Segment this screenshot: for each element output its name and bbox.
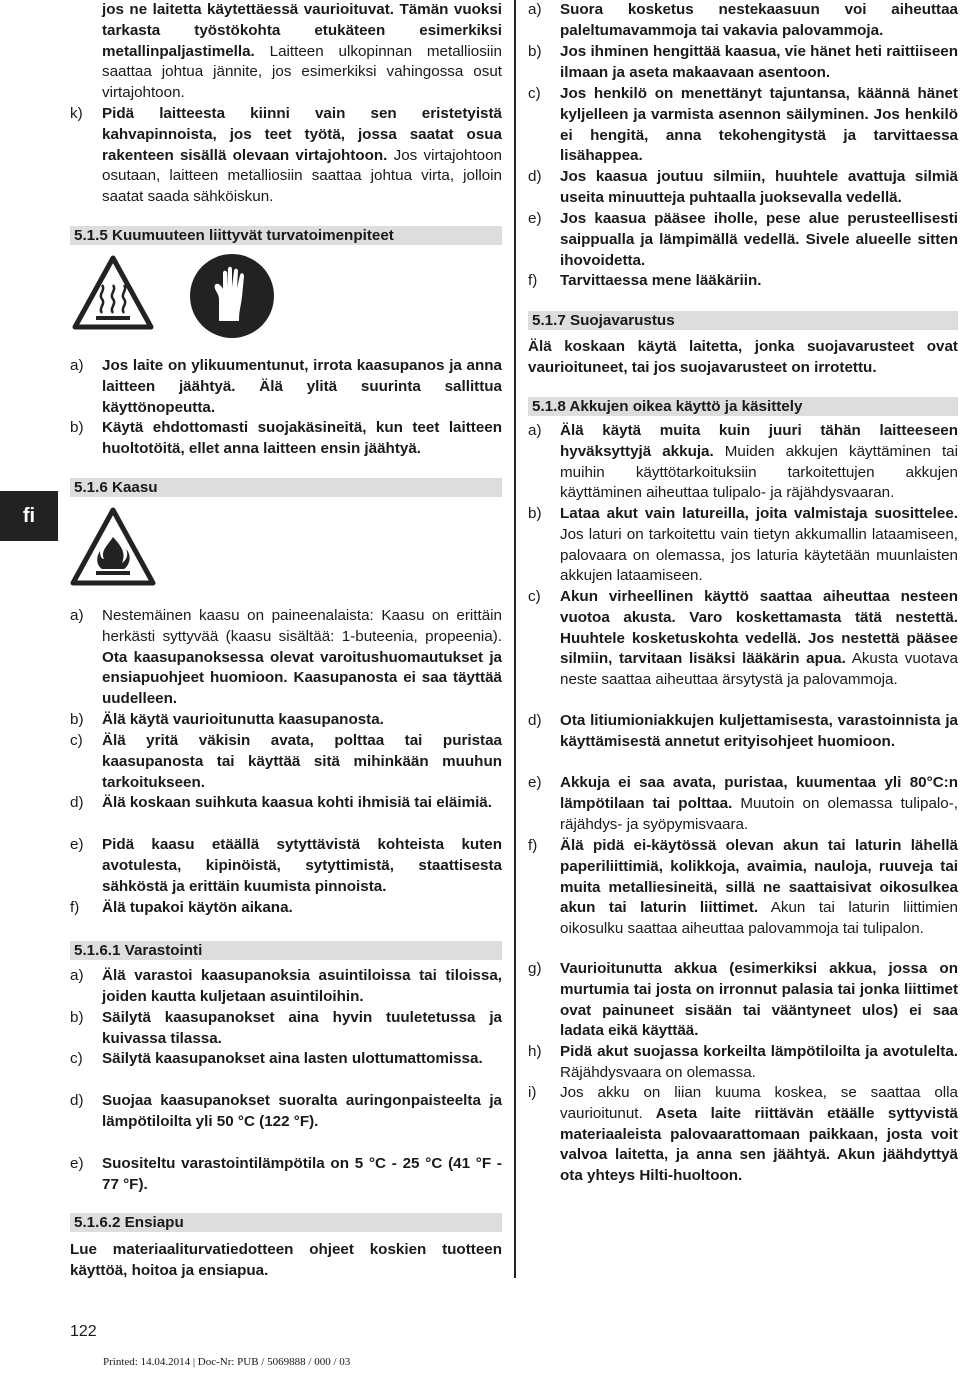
section-heading-5162: 5.1.6.2 Ensiapu bbox=[70, 1213, 502, 1232]
print-footer: Printed: 14.04.2014 | Doc-Nr: PUB / 5069888 / 000 / 03 bbox=[103, 1356, 351, 1368]
section-heading-516: 5.1.6 Kaasu bbox=[70, 478, 502, 497]
hot-surface-warning-icon bbox=[72, 255, 154, 331]
section-heading-515: 5.1.5 Kuumuuteen liittyvät turvatoimenpiteet bbox=[70, 226, 502, 245]
language-tab: fi bbox=[0, 491, 58, 541]
section-heading-517: 5.1.7 Suojavarustus bbox=[528, 311, 958, 330]
column-divider bbox=[514, 0, 516, 1278]
section-heading-5161: 5.1.6.1 Varastointi bbox=[70, 941, 502, 960]
flammable-warning-icon bbox=[70, 507, 156, 587]
wear-gloves-icon bbox=[189, 253, 275, 339]
page-number: 122 bbox=[70, 1323, 97, 1340]
protective-equipment-paragraph: Älä koskaan käytä laitetta, jonka suojavarusteet ovat vaurioituneet, tai jos suojavarusteet on irrotettu. bbox=[528, 338, 958, 376]
section-heading-518: 5.1.8 Akkujen oikea käyttö ja käsittely bbox=[528, 397, 958, 416]
intro-paragraph: jos ne laitetta käytettäessä vaurioituvat. Tämän vuoksi tarkasta työstökohta etukäteen esimerkiksi metallinpaljastimella. Laitteen ulkopinnan metalliosiin saattaa johtua jännite, jos esimerkiksi vahingossa osut virtajohtoon. bbox=[102, 1, 502, 102]
first-aid-paragraph: Lue materiaaliturvatiedotteen ohjeet koskien tuotteen käyttöä, hoitoa ja ensiapua. bbox=[70, 1241, 502, 1279]
